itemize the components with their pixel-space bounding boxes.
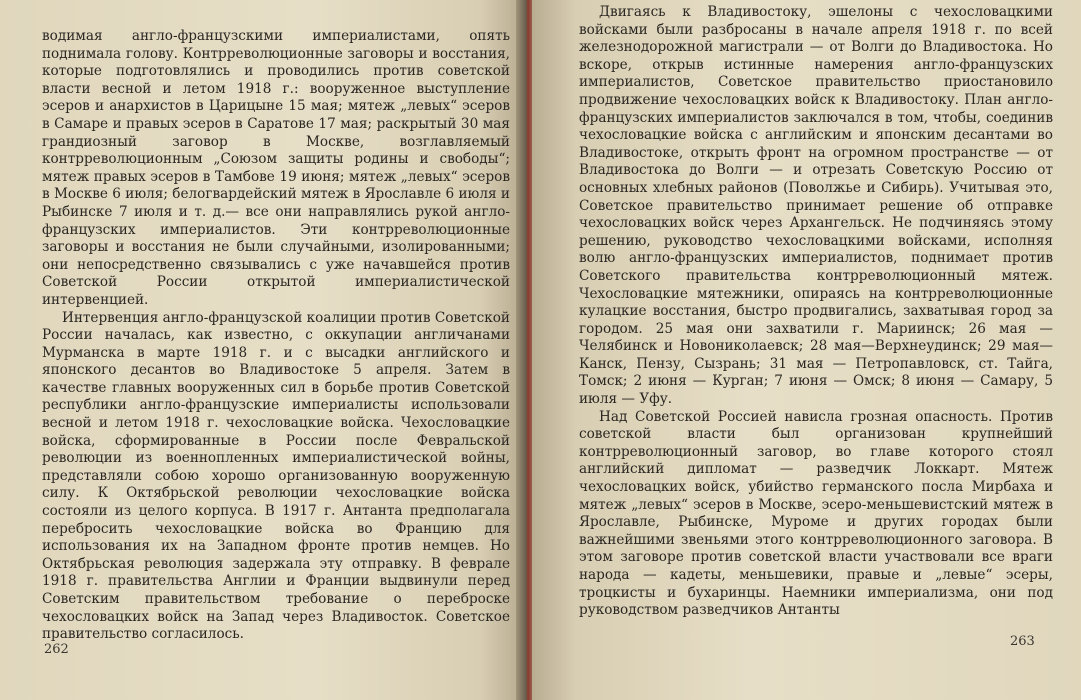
right-page [532,0,1081,700]
left-page [0,0,522,700]
left-page-text [42,28,510,644]
paragraph: Интервенция англо-французской коалиции против Советской России началась, как известно, с оккупации англичанами Мурманска в марте 1918 г. и с высадки английского и японского десантов во Владивостоке 5 апреля. Затем в качестве главных вооруженных сил в борьбе против Советской республики англо-французские империалисты использовали весной и летом 1918 г. чехословацкие войска. Чехословацкие войска, сформированные в России после Февральской революции из военнопленных империалистической войны, представляли собою хорошо организованную вооруженную силу. К Октябрьской революции чехословацкие войска состояли из целого корпуса. В 1917 г. Антанта предполагала перебросить чехословацкие войска во Францию для использования их на Западном фронте против немцев. Но Октябрьская революция задержала эту отправку. В феврале 1918 г. правительства Англии и Франции выдвинули перед Советским правительством требование о переброске чехословацких войск на Запад через Владивосток. Советское правительство согласилось. [42,309,510,643]
right-page-text [579,4,1053,620]
page-number: 263 [1010,634,1035,649]
paragraph: Над Советской Россией нависла грозная опасность. Против советской власти был организован крупнейший контрреволюционный заговор, во главе которого стоял английский дипломат — разведчик Локкарт. Мятеж чехословацких войск, убийство германского посла Мирбаха и мятеж „левых“ эсеров в Москве, эсеро-меньшевистский мятеж в Ярославле, Рыбинске, Муроме и других городах были важнейшими звеньями этого контрреволюционного заговора. В этом заговоре против советской власти участвовали все враги народа — кадеты, меньшевики, правые и „левые“ эсеры, троцкисты и бухаринцы. Наемники империализма, они под руководством разведчиков Антанты [579,408,1053,619]
paragraph: водимая англо-французскими империалистами, опять поднимала голову. Контрреволюционные заговоры и восстания, которые подготовлялись и проводились против советской власти весной и летом 1918 г.: вооруженное выступление эсеров и анархистов в Царицыне 15 мая; мятеж „левых“ эсеров в Самаре и правых эсеров в Саратове 17 мая; раскрытый 30 мая грандиозный заговор в Москве, возглавляемый контрреволюционным „Союзом защиты родины и свободы“; мятеж правых эсеров в Тамбове 19 июня; мятеж „левых“ эсеров в Москве 6 июля; белогвардейский мятеж в Ярославле 6 июля и Рыбинске 7 июля и т. д.— все они направлялись рукой англо-французских империалистов. Эти контрреволюционные заговоры и восстания не были случайными, изолированными; они непосредственно связывались с уже начавшейся против Советской России открытой империалистической интервенцией. [42,28,510,308]
paragraph: Двигаясь к Владивостоку, эшелоны с чехословацкими войсками были разбросаны в начале апреля 1918 г. по всей железнодорожной магистрали — от Волги до Владивостока. Но вскоре, открыв истинные намерения англо-французских империалистов, Советское правительство приостановило продвижение чехословацких войск к Владивостоку. План англо-французских империалистов заключался в том, чтобы, соединив чехословацкие войска с английским и японским десантами во Владивостоке, открыть фронт на огромном пространстве — от Владивостока до Волги — и отрезать Советскую Россию от основных хлебных районов (Поволжье и Сибирь). Учитывая это, Советское правительство принимает решение об отправке чехословацких войск через Архангельск. Не подчиняясь этому решению, руководство чехословацкими войсками, исполняя волю англо-французских империалистов, поднимает против Советского правительства контрреволюционный мятеж. Чехословацкие мятежники, опираясь на контрреволюционные кулацкие восстания, быстро продвигались, захватывая город за городом. 25 мая они захватили г. Мариинск; 26 мая — Челябинск и Новониколаевск; 28 мая—Верхнеудинск; 29 мая—Канск, Пензу, Сызрань; 31 мая — Петропавловск, ст. Тайга, Томск; 2 июня — Курган; 7 июня — Омск; 8 июня — Самару, 5 июля — Уфу. [579,4,1053,408]
page-number: 262 [44,642,69,657]
